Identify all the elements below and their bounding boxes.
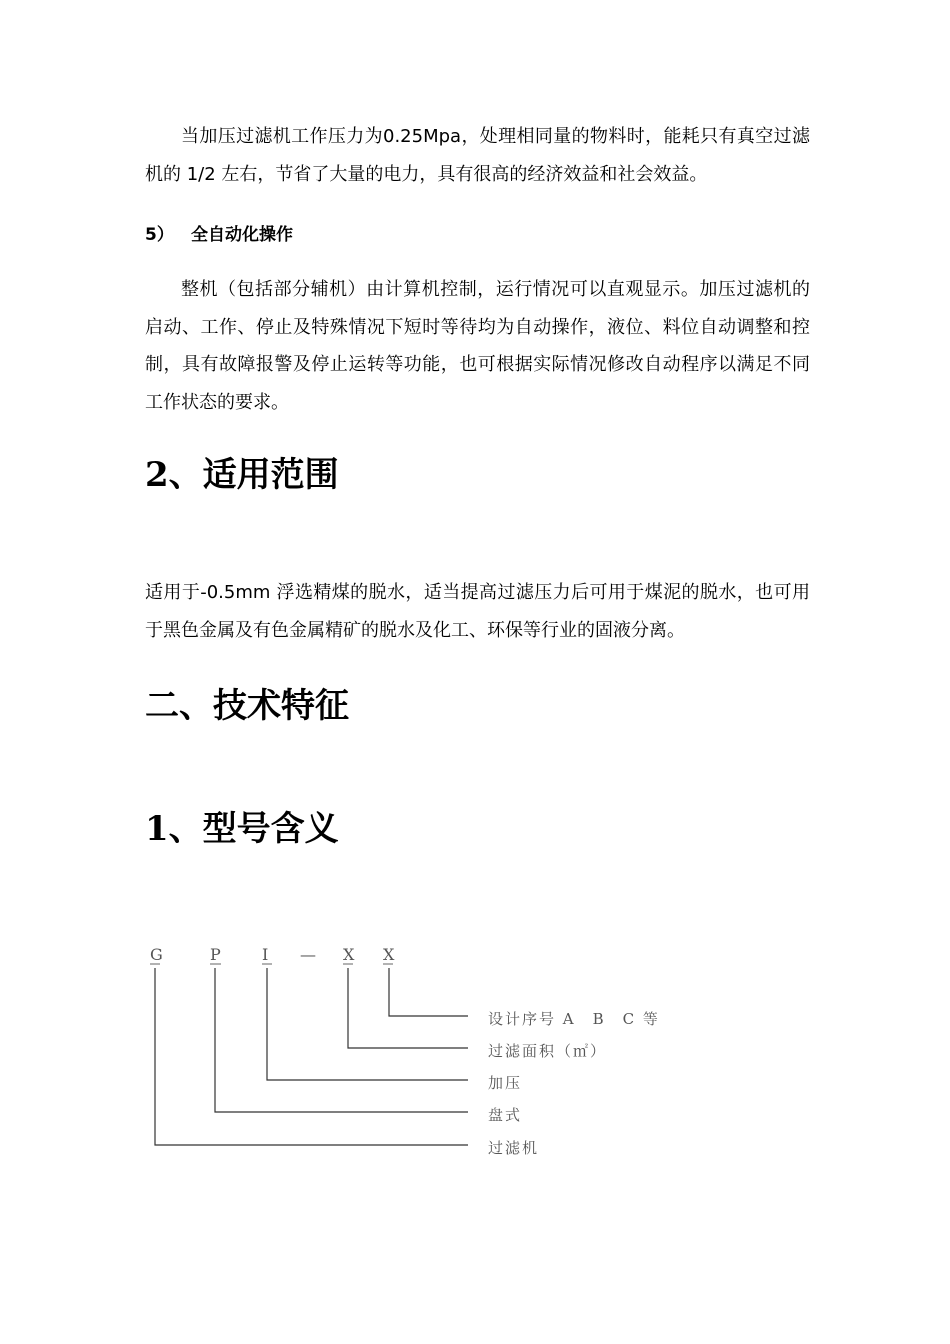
code-letter-g: G — [150, 945, 163, 964]
heading-technical-features: 二、技术特征 — [145, 686, 349, 726]
heading-model-meaning: 1、型号含义 — [145, 809, 339, 849]
code-letter-p: P — [210, 945, 221, 964]
label-filter-area: 过滤面积（㎡） — [488, 1042, 608, 1060]
subheading-text: 全自动化操作 — [191, 225, 293, 245]
code-letter-x1: X — [343, 945, 355, 964]
code-letter-i: I — [262, 945, 269, 964]
heading-scope: 2、适用范围 — [145, 455, 339, 495]
label-pressurized: 加压 — [488, 1074, 523, 1092]
paragraph-scope: 适用于-0.5mm 浮选精煤的脱水，适当提高过滤压力后可用于煤泥的脱水，也可用于黑色金属及有色金属精矿的脱水及化工、环保等行业的固液分离。 — [145, 582, 810, 641]
paragraph-energy: 当加压过滤机工作压力为0.25Mpa，处理相同量的物料时，能耗只有真空过滤机的 1/2 左右，节省了大量的电力，具有很高的经济效益和社会效益。 — [145, 126, 810, 185]
subheading-number: 5） — [145, 225, 174, 245]
label-design-serial: 设计序号 A B C 等 — [488, 1010, 660, 1028]
label-filter-machine: 过滤机 — [488, 1139, 540, 1157]
paragraph-automation: 整机（包括部分辅机）由计算机控制，运行情况可以直观显示。加压过滤机的启动、工作、停止及特殊情况下短时等待均为自动操作，液位、料位自动调整和控制，具有故障报警及停止运转等功能，也可根据实际情况修改自动程序以满足不同工作状态的要求。 — [145, 279, 810, 413]
code-connectors — [155, 968, 468, 1145]
code-letter-x2: X — [383, 945, 395, 964]
code-dash: — — [300, 945, 316, 964]
label-disc-type: 盘式 — [488, 1106, 523, 1124]
